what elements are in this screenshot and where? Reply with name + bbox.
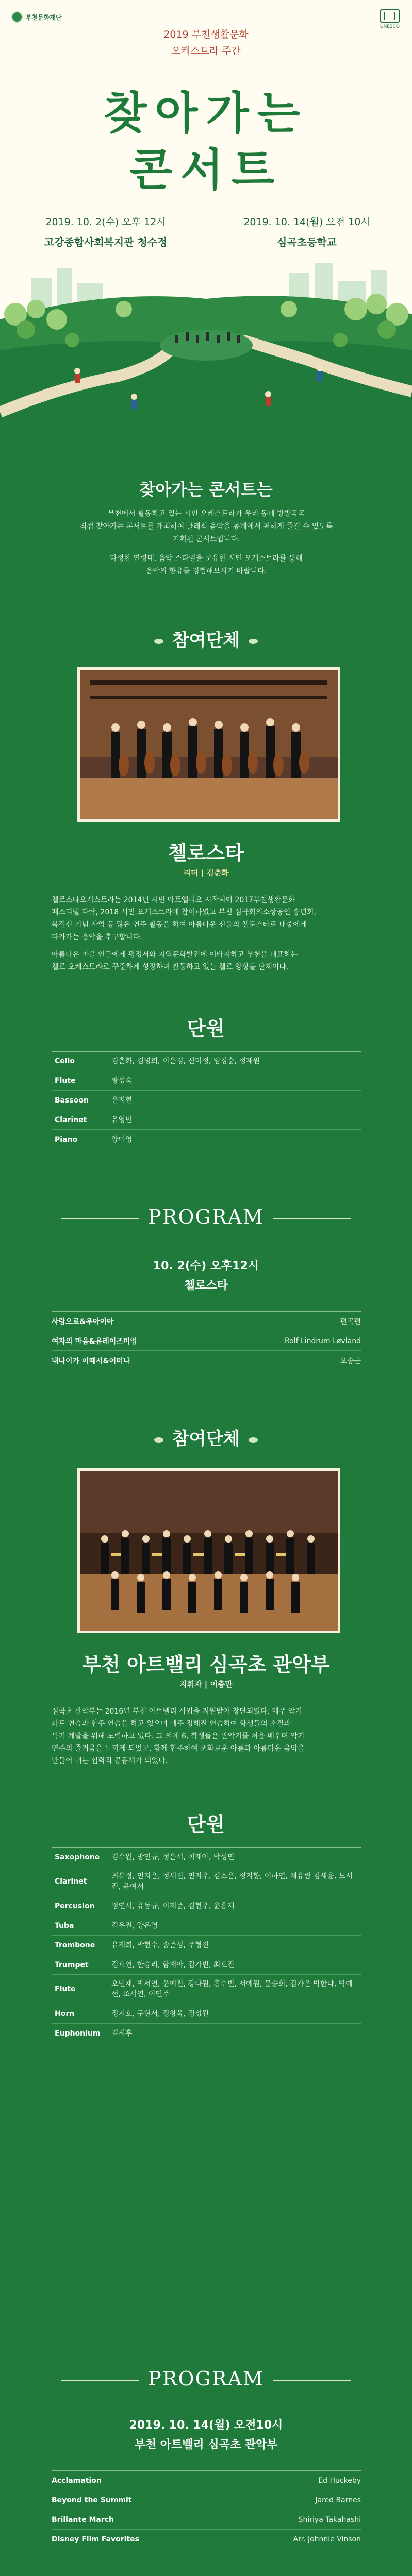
program-title: 사랑으로&우아이아 — [52, 1317, 114, 1326]
group1-desc-line: 다가가는 음악을 추구합니다. — [52, 933, 142, 941]
member-names: 김우진, 양은영 — [111, 1921, 158, 1930]
intro-line-3: 기획된 콘서트입니다. — [172, 535, 240, 544]
program-row — [52, 2510, 361, 2530]
program-title: Disney Film Favorites — [52, 2535, 139, 2544]
program-composer: Shiriya Takahashi — [298, 2515, 361, 2524]
member-instrument: Piano — [55, 1135, 78, 1144]
member-names: 윤지현 — [111, 1096, 133, 1105]
member-row — [52, 1916, 361, 1936]
intro-title: 찾아가는 콘서트는 — [139, 480, 273, 499]
member-row — [52, 2024, 361, 2043]
program-composer: 오승근 — [340, 1357, 361, 1365]
program-composer: Arr. Johnnie Vinson — [293, 2535, 361, 2544]
intro-line-1: 부천에서 활동하고 있는 시민 오케스트라가 우리 동네 방방곡곡 — [107, 510, 305, 518]
member-names: 유영민 — [111, 1115, 133, 1124]
member-names: 양미영 — [111, 1135, 133, 1144]
member-row — [52, 1955, 361, 1975]
member-names: 오민재, 박서연, 윤예진, 강다원, 홍수빈, 서예원, 문승희, 김가은 박한나, 박예선, 조서연, 이민주 — [111, 1980, 353, 1998]
member-names: 김수완, 방민규, 정은서, 이재아, 박성민 — [111, 1853, 235, 1861]
member-row — [52, 1975, 361, 2004]
hero-date-right: 2019. 10. 14(월) 오전 10시 — [243, 216, 370, 228]
band-photo — [80, 1471, 338, 1631]
member-row — [52, 1091, 361, 1110]
intro-line-2: 직접 찾아가는 콘서트를 개최하여 클래식 음악을 동네에서 편하게 즐길 수 있도록 — [79, 522, 333, 531]
park-illustration — [0, 258, 412, 453]
group2-section-title — [0, 1425, 412, 1450]
member-row — [52, 1896, 361, 1916]
group1-program-banner — [0, 1206, 412, 1228]
group1-desc-line: 복길신 기념 사업 등 많은 연주 활동을 하여 아름다운 선율의 첼로스타로 대중에게 — [52, 921, 307, 929]
group1-photo — [77, 667, 340, 822]
program-title: Brillante March — [52, 2515, 114, 2524]
member-instrument: Saxophone — [55, 1853, 100, 1861]
program-title: 내나이가 어때서&어머나 — [52, 1357, 130, 1365]
group2-desc-line: 심곡초 관악부는 2016년 부천 아트밸리 사업을 지원받아 창단되었다. 매주 악기 — [52, 1707, 302, 1716]
group2-section-label: 참여단체 — [172, 1429, 240, 1449]
member-row — [52, 1052, 361, 1071]
member-names: 황성숙 — [111, 1076, 133, 1085]
foundation-logo-text: 부천문화재단 — [26, 13, 62, 21]
program-row — [52, 2530, 361, 2549]
group1-name: 첼로스타 — [168, 842, 244, 865]
group1-section-label: 참여단체 — [172, 630, 240, 651]
group1-desc-line: 첼로스타오케스트라는 2014년 시민 아트엘리오 시작되어 2017부천생활문화 — [52, 896, 295, 904]
hero-subtitle-2: 오케스트라 주간 — [171, 45, 241, 57]
divider-line — [273, 1218, 351, 1219]
member-names: 김춘화, 김명희, 이은경, 신미정, 임경순, 정재원 — [111, 1057, 260, 1065]
program-row — [52, 1312, 361, 1331]
group2-program-list — [52, 2470, 361, 2549]
foundation-logo — [11, 11, 62, 23]
member-row — [52, 1130, 361, 1149]
hero-place-left: 고강종합사회복지관 청수정 — [44, 236, 168, 248]
divider-line — [61, 1218, 139, 1219]
group1-desc-line: 아름다운 마을 인들에게 평정서와 지역문화발전에 이바지하고 부천을 대표하는 — [52, 951, 298, 959]
member-names: 김시후 — [111, 2029, 133, 2038]
group2-desc-line: 특기 계발을 위해 노력하고 있다. 그 외에 6, 학생들은 관악기를 처음 배우며 악기 — [52, 1732, 305, 1740]
member-names: 유재희, 박현수, 송준성, 주형진 — [111, 1941, 209, 1950]
group2-description — [52, 1705, 361, 1767]
group1-program-list — [52, 1311, 361, 1370]
program-row — [52, 2471, 361, 2490]
group1-program-date: 10. 2(수) 오후12시 — [153, 1260, 259, 1273]
divider-line — [273, 2380, 351, 2381]
cello-ensemble-photo — [80, 670, 338, 819]
hero-section — [0, 0, 412, 453]
member-instrument: Percusion — [55, 1902, 95, 1910]
group1-desc-line: 페스티벌 다락, 2018 시민 오케스트라에 참여하였고 부천 심곡회의소상공인 송년회, — [52, 908, 316, 917]
program-row — [52, 1331, 361, 1351]
group2-desc-line: 만들어 내는 협력적 공동체가 되었다. — [52, 1757, 168, 1765]
member-row — [52, 1110, 361, 1130]
intro-line-4: 다정한 연령대, 음악 스타일을 보유한 시민 오케스트라를 통해 — [110, 554, 303, 563]
hero-place-right: 심곡초등학교 — [277, 236, 337, 248]
hero-title-line-1: 찾아가는 — [104, 87, 308, 139]
hero-title-line-2: 콘서트 — [129, 144, 283, 196]
group2-program-org: 부천 아트밸리 심곡초 관악부 — [134, 2438, 278, 2451]
member-instrument: Flute — [55, 1985, 76, 1993]
group1-section-title — [0, 626, 412, 651]
program-title: 여자의 마음&유레이즈미업 — [52, 1337, 137, 1346]
member-instrument: Trumpet — [55, 1960, 89, 1969]
member-instrument: Clarinet — [55, 1877, 87, 1886]
group1-program-org: 첼로스타 — [184, 1279, 228, 1292]
leaf-icon — [249, 639, 258, 644]
leaf-icon — [154, 639, 163, 644]
group2-photo — [77, 1468, 340, 1633]
member-row — [52, 1936, 361, 1955]
unesco-temple-icon — [380, 9, 400, 23]
program-composer: 편곡편 — [340, 1317, 361, 1326]
member-instrument: Euphonium — [55, 2029, 101, 2038]
group1-member-table — [52, 1051, 361, 1149]
hero-date-left: 2019. 10. 2(수) 오후 12시 — [45, 216, 166, 228]
program-row — [52, 1351, 361, 1370]
member-names: 김효연, 한승리, 함재아, 김가빈, 최호진 — [111, 1960, 235, 1969]
group2-members-title: 단원 — [187, 1813, 225, 1836]
member-instrument: Clarinet — [55, 1115, 87, 1124]
leaf-icon — [249, 1437, 258, 1443]
group1-program-label: PROGRAM — [148, 1206, 264, 1228]
group2-leader: 지휘자 | 이충만 — [179, 1680, 233, 1689]
group1-members-title: 단원 — [187, 1017, 225, 1040]
program-composer: Jared Barnes — [315, 2496, 361, 2504]
group1-description — [52, 894, 361, 973]
program-composer: Ed Huckeby — [318, 2476, 361, 2485]
group2-program-label: PROGRAM — [148, 2367, 264, 2390]
program-composer: Rolf Lindrum Løvland — [285, 1336, 361, 1345]
program-row — [52, 2490, 361, 2510]
member-row — [52, 1867, 361, 1896]
member-instrument: Bassoon — [55, 1096, 89, 1105]
member-instrument: Cello — [55, 1057, 75, 1065]
leaf-icon — [154, 1437, 163, 1443]
group2-program-banner — [0, 2367, 412, 2390]
member-row — [52, 1071, 361, 1091]
intro-line-5: 음악의 향유를 경험해보시기 바랍니다. — [145, 567, 267, 575]
group1-leader: 리더 | 김춘화 — [183, 868, 229, 877]
group2-desc-line: 연주의 즐거움을 느끼게 되었고, 함께 합주하여 조화로운 아름과 아름다운 음악을 — [52, 1744, 305, 1753]
member-names: 정연서, 유동규, 이재준, 김현우, 윤홍재 — [111, 1902, 235, 1910]
group2-program-date: 2019. 10. 14(월) 오전10시 — [129, 2419, 283, 2432]
group2-name: 부천 아트밸리 심곡초 관악부 — [82, 1653, 330, 1676]
member-instrument: Flute — [55, 1076, 76, 1085]
member-row — [52, 1848, 361, 1867]
group2-desc-line: 파트 연습과 합주 연습을 하고 있으며 매주 정해진 연습하여 학생들의 소질과 — [52, 1720, 291, 1728]
program-title: Acclamation — [52, 2476, 102, 2485]
member-instrument: Trombone — [55, 1941, 95, 1950]
member-instrument: Tuba — [55, 1921, 74, 1930]
member-names: 정지호, 구현서, 정창욱, 정성원 — [111, 2009, 209, 2018]
unesco-label: UNESCO — [380, 24, 400, 29]
program-title: Beyond the Summit — [52, 2496, 132, 2504]
foundation-logo-icon — [11, 11, 23, 23]
member-instrument: Horn — [55, 2009, 75, 2018]
member-names: 최유정, 민지은, 정세진, 민지우, 김소은, 정지향, 이하연, 채유림 김세윤, 노서진, 윤여서 — [111, 1872, 353, 1891]
divider-line — [61, 2380, 139, 2381]
group2-member-table — [52, 1847, 361, 2043]
hero-subtitle-1: 2019 부천생활문화 — [163, 29, 249, 40]
member-row — [52, 2004, 361, 2024]
group1-desc-line: 첼로 오케스트라로 꾸준하게 성장하며 활동하고 있는 첼로 앙상블 단체이다. — [52, 963, 289, 971]
